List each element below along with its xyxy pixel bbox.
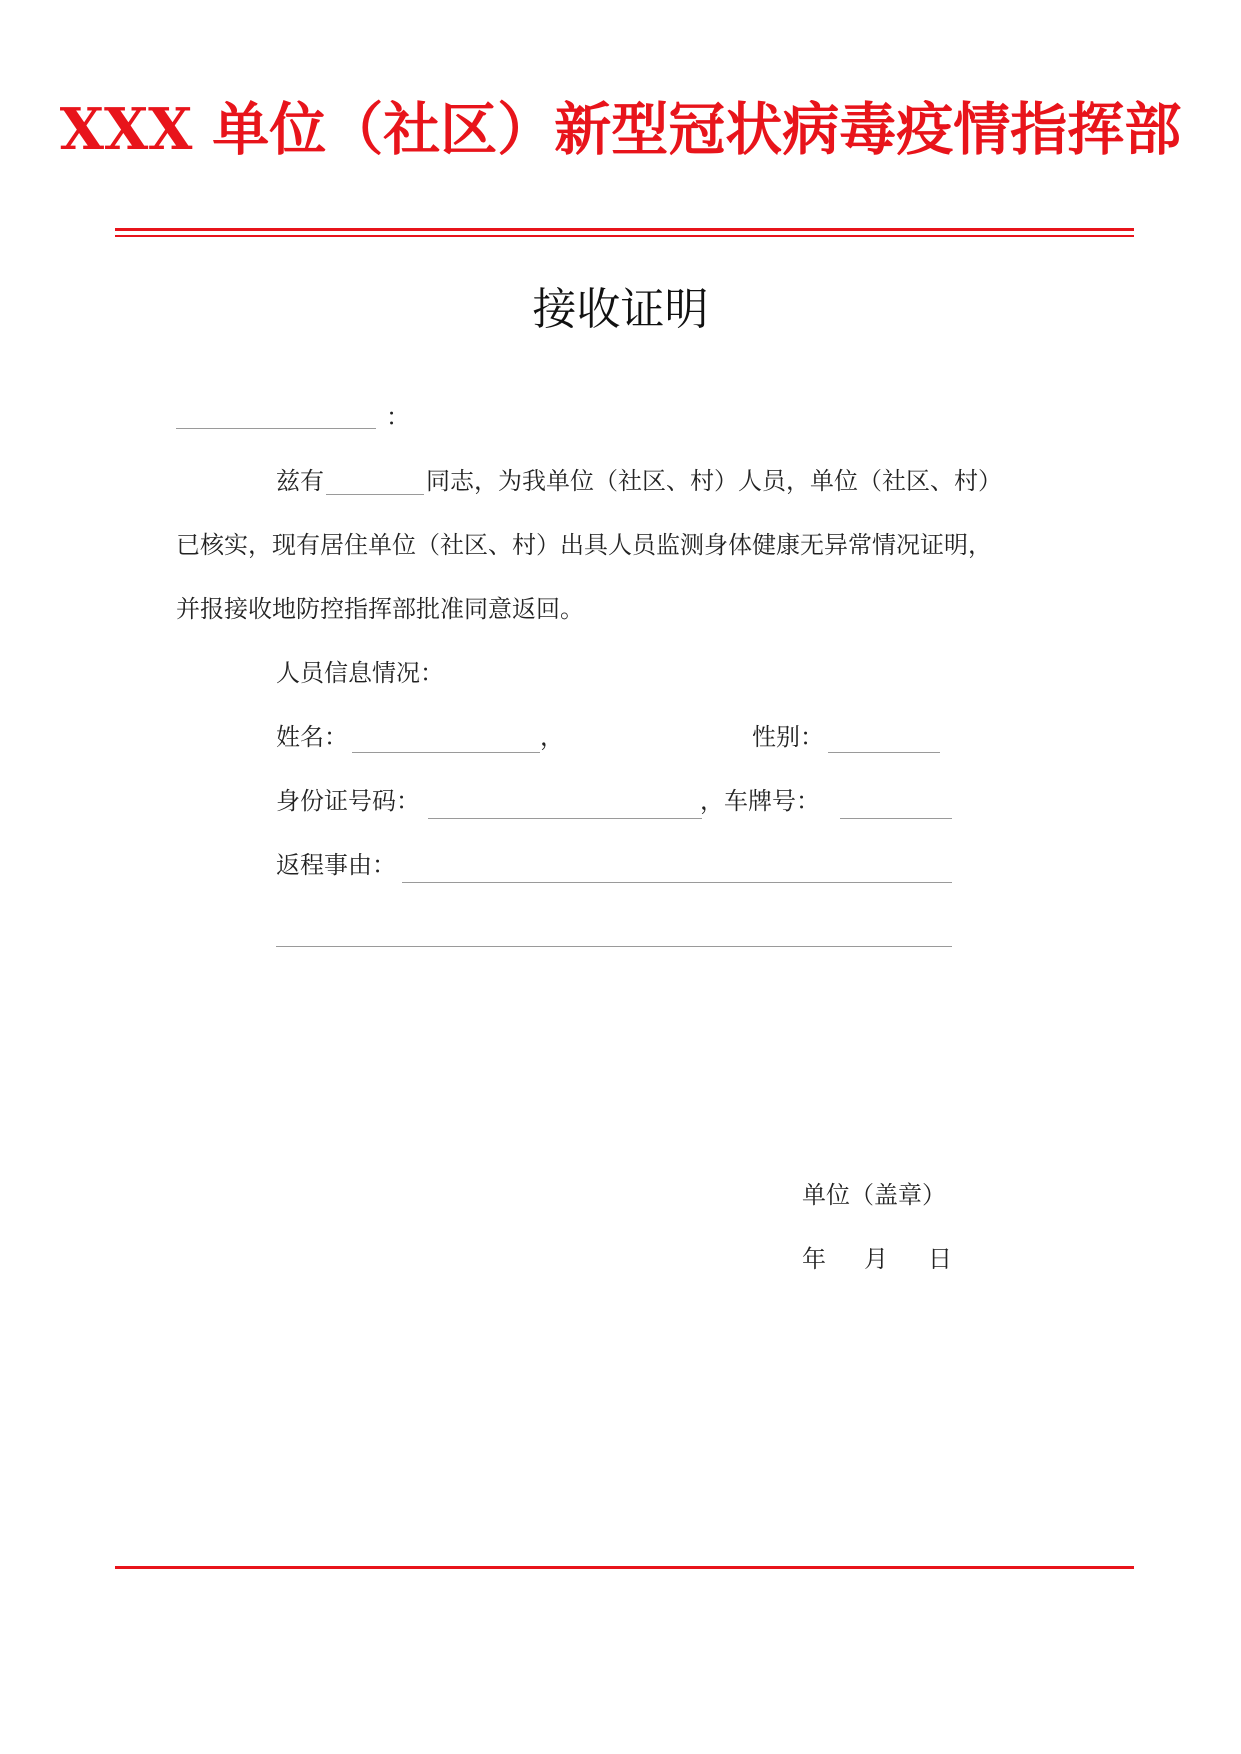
name-label: 姓名：: [276, 723, 348, 751]
addressee-blank: [176, 428, 376, 429]
plate-blank: [840, 818, 952, 819]
para1-suffix: 同志，为我单位（社区、村）人员，单位（社区、村）: [426, 467, 1002, 495]
date-day-label: 日: [928, 1245, 952, 1273]
name-comma: ，: [540, 723, 564, 751]
header-rule-bottom: [115, 235, 1134, 237]
name-blank: [352, 752, 540, 753]
info-heading: 人员信息情况：: [276, 659, 444, 687]
plate-label: ，车牌号：: [700, 787, 820, 815]
id-number-label: 身份证号码：: [276, 787, 420, 815]
signature-unit-seal: 单位（盖章）: [802, 1181, 946, 1209]
header-rule-top: [115, 228, 1134, 231]
org-header-title: XXX 单位（社区）新型冠状病毒疫情指挥部: [59, 96, 1182, 163]
gender-blank: [828, 752, 940, 753]
return-reason-blank: [402, 882, 952, 883]
footer-rule: [115, 1566, 1134, 1569]
return-reason-label: 返程事由：: [276, 851, 396, 879]
id-number-blank: [428, 818, 702, 819]
para1-prefix: 兹有: [276, 467, 324, 495]
para1-line2: 已核实，现有居住单位（社区、村）出具人员监测身体健康无异常情况证明，: [176, 531, 992, 559]
date-month-label: 月: [864, 1245, 888, 1273]
date-year-label: 年: [802, 1245, 826, 1273]
gender-label: 性别：: [752, 723, 824, 751]
addressee-colon: ：: [386, 403, 410, 431]
document-title: 接收证明: [532, 284, 709, 335]
para1-line3: 并报接收地防控指挥部批准同意返回。: [176, 595, 584, 623]
return-reason-blank-2: [276, 946, 952, 947]
comrade-name-blank: [326, 494, 424, 495]
